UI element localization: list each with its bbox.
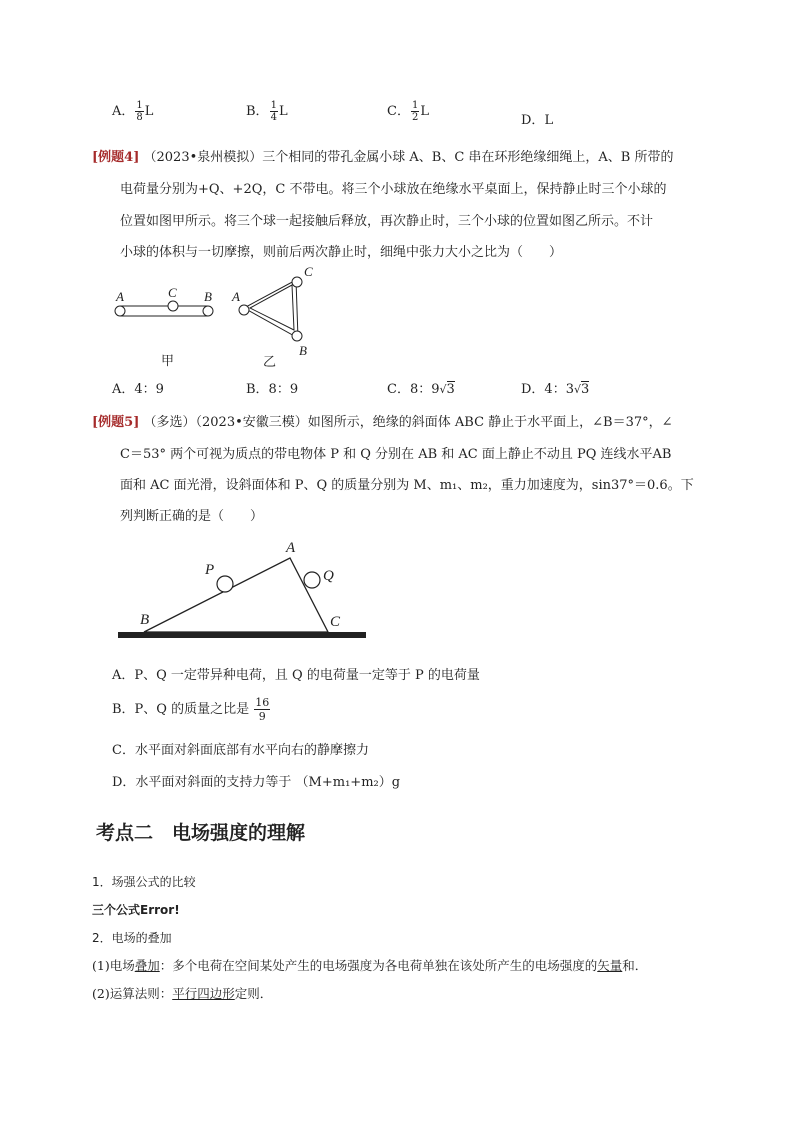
example5-option-b: B．P、Q 的质量之比是 $\frac{16}{9}$ <box>112 696 270 723</box>
example5-option-d: D．水平面对斜面的支持力等于 （M+m₁+m₂）g <box>112 775 401 790</box>
example4-option-c: C．8：9√3 <box>387 382 455 397</box>
label-a: A <box>286 540 296 556</box>
yi-label-a: A <box>232 289 240 304</box>
ball-a-yi <box>239 305 249 315</box>
ball-c-yi <box>292 277 302 287</box>
prev-option-a: A． $\frac{1}{8}$ L <box>112 100 154 123</box>
ground-surface <box>118 632 366 638</box>
example5-tag: [例题5] <box>92 415 140 430</box>
label-q: Q <box>323 568 334 584</box>
example4-option-d: D．4：3√3 <box>521 382 590 397</box>
example4-line4: 小球的体积与一切摩擦，则前后两次静止时，细绳中张力大小之比为（ ） <box>120 245 563 260</box>
jia-label-b: B <box>204 289 212 304</box>
ball-b-yi <box>292 331 302 341</box>
figure-jia-caption: 甲 <box>161 354 175 369</box>
example4-source: （2023•泉州模拟） <box>143 150 263 165</box>
prev-option-d: D．L <box>521 113 554 128</box>
section-title: 考点二 电场强度的理解 <box>96 822 306 844</box>
object-q <box>304 572 320 588</box>
example5-line4: 列判断正确的是（ ） <box>120 509 264 524</box>
example4-option-b: B．8：9 <box>246 382 299 397</box>
prev-option-b: B． $\frac{1}{4}$ L <box>246 100 288 123</box>
example4-line2: 电荷量分别为+Q、+2Q，C 不带电。将三个小球放在绝缘水平桌面上，保持静止时三个小球的 <box>120 182 667 197</box>
section-para1: (1)电场叠加：多个电荷在空间某处产生的电场强度为各电荷单独在该处所产生的电场强度的矢量和． <box>92 958 648 973</box>
figure-yi <box>230 268 320 353</box>
example5-option-a: A．P、Q 一定带异种电荷，且 Q 的电荷量一定等于 P 的电荷量 <box>112 668 480 683</box>
example5-line3: 面和 AC 面光滑，设斜面体和 P、Q 的质量分别为 M、m₁、m₂，重力加速度为，sin37°＝0.6。下 <box>120 478 694 493</box>
ball-c <box>168 301 178 311</box>
example5-option-c: C．水平面对斜面底部有水平向右的静摩擦力 <box>112 743 369 758</box>
example5-line2: C＝53° 两个可视为质点的带电物体 P 和 Q 分别在 AB 和 AC 面上静止不动且 PQ 连线水平AB <box>120 447 672 462</box>
example5-header <box>92 411 673 430</box>
section-para2: (2)运算法则：平行四边形定则． <box>92 986 273 1001</box>
figure-yi-caption: 乙 <box>263 355 277 370</box>
yi-label-b: B <box>299 343 307 358</box>
label-p: P <box>205 562 215 578</box>
yi-label-c: C <box>304 264 313 279</box>
example4-tag: [例题4] <box>92 150 140 165</box>
label-c: C <box>330 614 341 630</box>
example4-line3: 位置如图甲所示。将三个球一起接触后释放，再次静止时，三个小球的位置如图乙所示。不计 <box>120 214 654 229</box>
ball-a <box>115 306 125 316</box>
label-b: B <box>140 612 150 628</box>
example4-line1: 三个相同的带孔金属小球 A、B、C 串在环形绝缘细绳上，A、B 所带的 <box>262 150 674 165</box>
example4-option-a: A．4：9 <box>112 382 164 397</box>
jia-label-c: C <box>168 285 177 300</box>
example4-header <box>92 146 674 165</box>
incline-body <box>144 558 328 632</box>
example5-line1: （多选）（2023•安徽三模）如图所示，绝缘的斜面体 ABC 静止于水平面上，∠B＝37°，∠ <box>143 415 673 430</box>
ball-b <box>203 306 213 316</box>
object-p <box>217 576 233 592</box>
section-item1: 1．场强公式的比较 <box>92 875 196 889</box>
section-item2: 2．电场的叠加 <box>92 931 172 945</box>
section-item1-text: 三个公式Error! <box>92 903 180 917</box>
prev-option-c: C． $\frac{1}{2}$ L <box>387 100 429 123</box>
jia-label-a: A <box>116 289 124 304</box>
